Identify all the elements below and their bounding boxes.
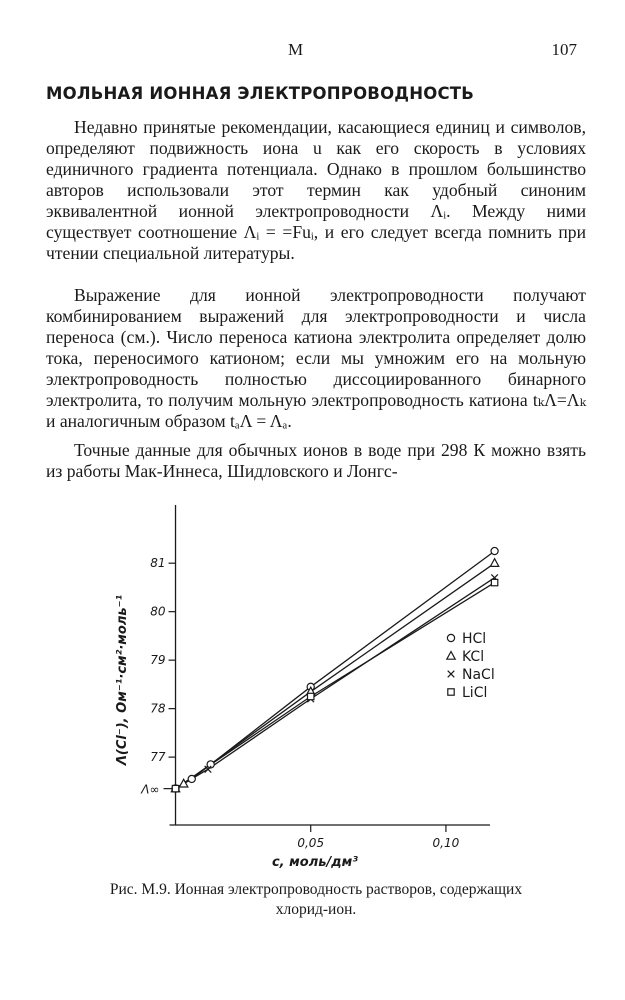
y-axis-label: Λ(Cl⁻), Ом⁻¹·см²·моль⁻¹ <box>115 594 130 766</box>
y-tick-label-78: 78 <box>150 701 166 716</box>
page-number: 107 <box>551 40 577 59</box>
marker-LiCl-1 <box>308 693 314 699</box>
x-tick-label-1: 0,10 <box>432 836 460 850</box>
caption-line-1: Рис. М.9. Ионная электропроводность растворов, содержащих <box>109 881 523 898</box>
series-line-KCl <box>176 563 495 788</box>
legend-marker-LiCl <box>448 689 454 695</box>
article-title: МОЛЬНАЯ ИОННАЯ ЭЛЕКТРОПРОВОДНОСТЬ <box>46 84 474 103</box>
paragraph-1: Недавно принятые рекомендации, касающиеся единиц и символов, определяют подвижность иона u как его скорость в условиях единичного градиента потенциала. Однако в прошлом большинство авторов использовали этот термин как удобный синоним эквивалентной ионной электропроводности Λᵢ. Между ними существует соотношение Λᵢ = =Fuᵢ, и его следует всегда помнить при чтении специальной литературы. <box>46 117 586 263</box>
chart-series-lines <box>176 551 495 789</box>
legend-label-LiCl: LiCl <box>462 685 488 701</box>
series-line-HCl <box>176 551 495 789</box>
chart-legend <box>447 631 495 701</box>
series-line-LiCl <box>176 583 495 789</box>
y-tick-label-81: 81 <box>150 556 166 571</box>
section-letter: М <box>288 40 304 59</box>
marker-KCl-3 <box>490 559 498 567</box>
y-tick-label-79: 79 <box>150 653 166 668</box>
chart-axes <box>140 505 490 850</box>
legend-label-NaCl: NaCl <box>462 667 495 683</box>
x-tick-label-0: 0,05 <box>297 836 325 850</box>
marker-HCl-4 <box>491 547 498 554</box>
legend-label-HCl: HCl <box>462 631 487 647</box>
legend-marker-HCl <box>447 634 454 641</box>
caption-line-2: хлорид-ион. <box>275 901 357 918</box>
y-tick-label-77: 77 <box>150 750 166 765</box>
y-origin-label: Λ∞ <box>141 782 160 797</box>
marker-LiCl-0 <box>172 785 178 791</box>
figure-caption <box>46 880 586 920</box>
y-tick-label-80: 80 <box>150 604 166 619</box>
x-axis-label: c, моль/дм³ <box>271 855 359 870</box>
legend-marker-KCl <box>447 652 455 660</box>
legend-label-KCl: KCl <box>462 649 485 665</box>
paragraph-2: Выражение для ионной электропроводности получают комбинированием выражений для электропроводности и числа переноса (см.). Число переноса катиона электролита определяет долю тока, переносимого катионом; если мы умножим его на мольную электропроводность полностью диссоциированного бинарного электролита, то получим мольную электропроводность катиона tₖΛ=Λₖ и аналогичным образом tₐΛ = Λₐ. <box>46 285 586 431</box>
marker-HCl-1 <box>188 775 195 782</box>
marker-LiCl-2 <box>491 579 497 585</box>
paragraph-3: Точные данные для обычных ионов в воде при 298 К можно взять из работы Мак-Иннеса, Шидловского и Лонгс- <box>46 440 586 481</box>
series-line-NaCl <box>176 578 495 789</box>
legend-marker-NaCl <box>448 671 455 678</box>
